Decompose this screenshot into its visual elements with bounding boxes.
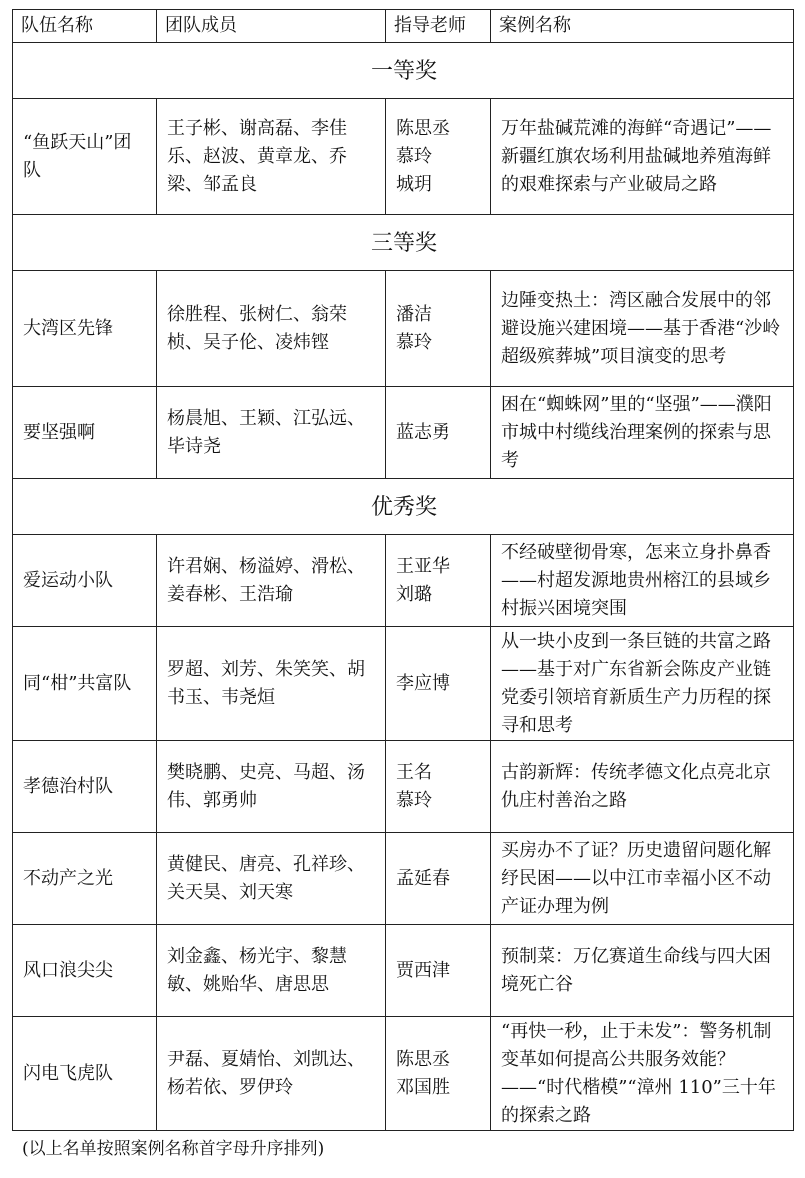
section-title: 优秀奖 (13, 479, 794, 535)
advisors: 王亚华 刘璐 (386, 535, 491, 627)
team-name: 同“柑”共富队 (13, 627, 157, 741)
table-row (13, 627, 794, 741)
table-row (13, 925, 794, 1017)
section-row-third-prize (13, 215, 794, 271)
header-members: 团队成员 (157, 10, 386, 43)
team-members: 黄健民、唐亮、孔祥珍、关天昊、刘天寒 (157, 833, 386, 925)
footnote: (以上名单按照案例名称首字母升序排列) (22, 1139, 325, 1159)
team-members: 王子彬、谢高磊、李佳乐、赵波、黄章龙、乔梁、邹孟良 (157, 99, 386, 215)
case-title: 从一块小皮到一条巨链的共富之路——基于对广东省新会陈皮产业链党委引领培育新质生产力历程的探寻和思考 (491, 627, 794, 741)
advisors: 孟延春 (386, 833, 491, 925)
team-name: 风口浪尖尖 (13, 925, 157, 1017)
table-row (13, 1017, 794, 1131)
advisors: 陈思丞 慕玲 城玥 (386, 99, 491, 215)
team-name: 孝德治村队 (13, 741, 157, 833)
case-title: 万年盐碱荒滩的海鲜“奇遇记”——新疆红旗农场利用盐碱地养殖海鲜的艰难探索与产业破局之路 (491, 99, 794, 215)
section-row-first-prize (13, 43, 794, 99)
header-team: 队伍名称 (13, 10, 157, 43)
table-row (13, 271, 794, 387)
advisors: 蓝志勇 (386, 387, 491, 479)
case-title: 边陲变热土：湾区融合发展中的邻避设施兴建困境——基于香港“沙岭超级殡葬城”项目演变的思考 (491, 271, 794, 387)
table-row (13, 535, 794, 627)
team-name: 不动产之光 (13, 833, 157, 925)
section-title: 三等奖 (13, 215, 794, 271)
team-members: 徐胜程、张树仁、翁荣桢、吴子伦、凌炜铿 (157, 271, 386, 387)
table-row (13, 741, 794, 833)
advisors: 贾西津 (386, 925, 491, 1017)
team-members: 杨晨旭、王颖、江弘远、毕诗尧 (157, 387, 386, 479)
section-row-excellence-prize (13, 479, 794, 535)
table-row (13, 99, 794, 215)
header-case: 案例名称 (491, 10, 794, 43)
case-title: 不经破壁彻骨寒，怎来立身扑鼻香——村超发源地贵州榕江的县域乡村振兴困境突围 (491, 535, 794, 627)
awards-table (12, 9, 794, 1131)
team-name: 要坚强啊 (13, 387, 157, 479)
advisors: 陈思丞 邓国胜 (386, 1017, 491, 1131)
team-name: 闪电飞虎队 (13, 1017, 157, 1131)
team-members: 许君娴、杨溢婷、滑松、姜春彬、王浩瑜 (157, 535, 386, 627)
header-advisors: 指导老师 (386, 10, 491, 43)
team-name: “鱼跃天山”团队 (13, 99, 157, 215)
case-title: “再快一秒，止于未发”：警务机制变革如何提高公共服务效能？——“时代楷模”“漳州 110”三十年的探索之路 (491, 1017, 794, 1131)
table-row (13, 387, 794, 479)
team-members: 罗超、刘芳、朱笑笑、胡书玉、韦尧烜 (157, 627, 386, 741)
table-row (13, 833, 794, 925)
advisors: 潘洁 慕玲 (386, 271, 491, 387)
case-title: 买房办不了证？历史遗留问题化解纾民困——以中江市幸福小区不动产证办理为例 (491, 833, 794, 925)
advisors: 王名 慕玲 (386, 741, 491, 833)
team-members: 尹磊、夏婧怡、刘凯达、杨若依、罗伊玲 (157, 1017, 386, 1131)
team-members: 刘金鑫、杨光宇、黎慧敏、姚贻华、唐思思 (157, 925, 386, 1017)
table-header-row (13, 10, 794, 43)
team-members: 樊晓鹏、史亮、马超、汤伟、郭勇帅 (157, 741, 386, 833)
team-name: 大湾区先锋 (13, 271, 157, 387)
section-title: 一等奖 (13, 43, 794, 99)
case-title: 困在“蜘蛛网”里的“坚强”——濮阳市城中村缆线治理案例的探索与思考 (491, 387, 794, 479)
case-title: 古韵新辉：传统孝德文化点亮北京仇庄村善治之路 (491, 741, 794, 833)
team-name: 爱运动小队 (13, 535, 157, 627)
case-title: 预制菜：万亿赛道生命线与四大困境死亡谷 (491, 925, 794, 1017)
advisors: 李应博 (386, 627, 491, 741)
